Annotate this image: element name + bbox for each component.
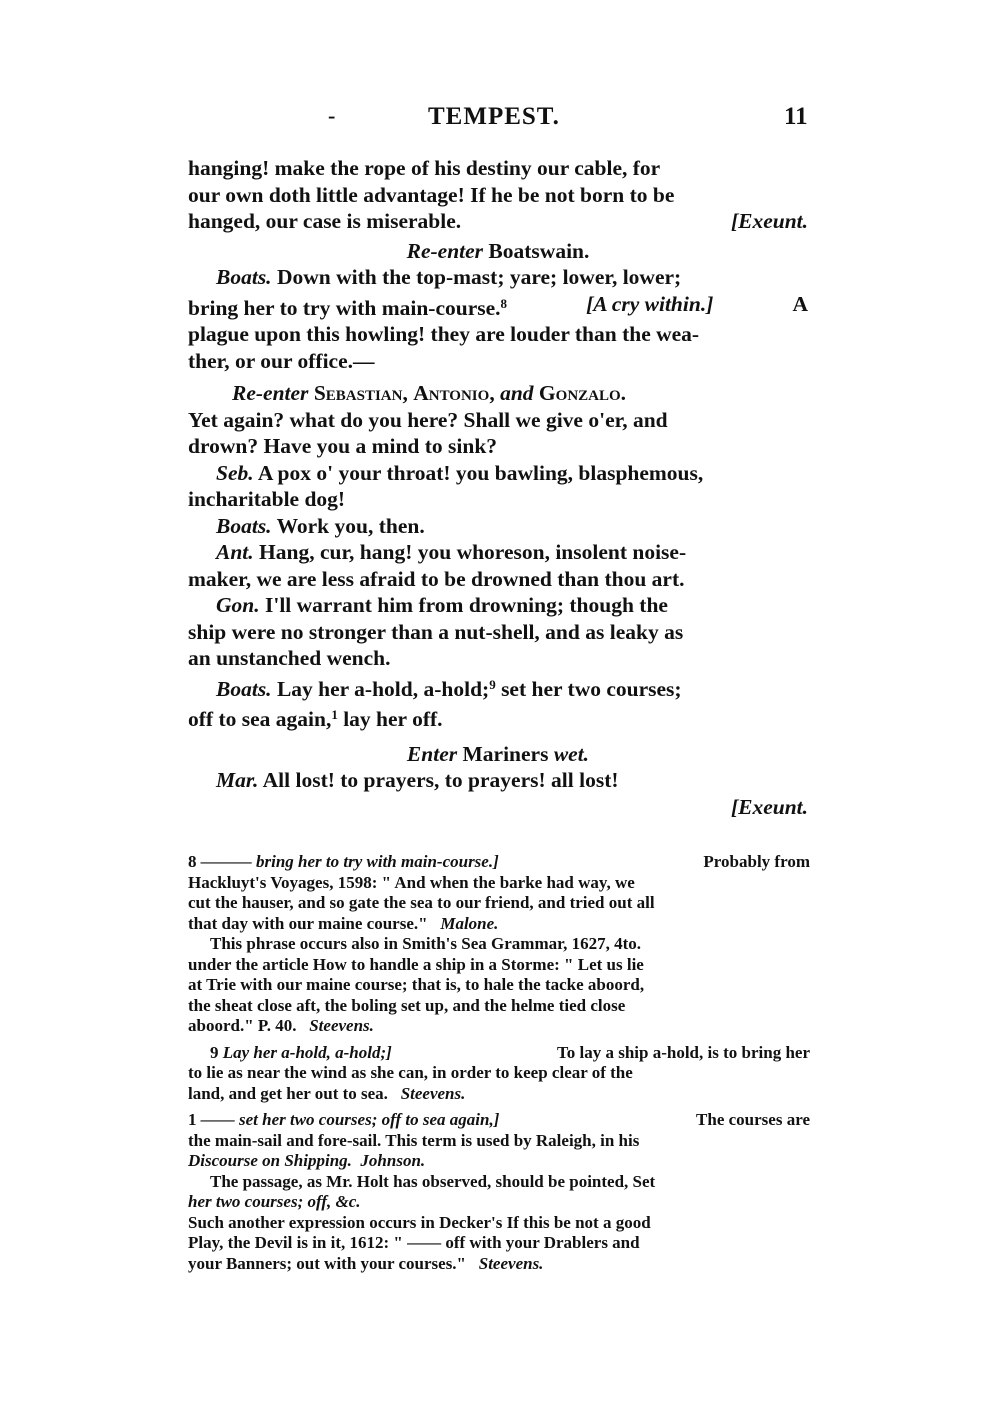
footnote-text: ——— bring her to try with main-course.] — [200, 852, 499, 871]
speech-text: Lay her a-hold, a-hold; — [276, 676, 490, 701]
sd-antonio: Antonio, — [413, 381, 495, 405]
footnote-text: The passage, as Mr. Holt has observed, should be pointed, Set — [210, 1171, 656, 1191]
speech-text: drown? Have you a mind to sink? — [188, 434, 498, 458]
footnote-text: cut the hauser, and so gate the sea to our friend, and tried out all — [188, 893, 655, 912]
footnote-line — [188, 955, 810, 976]
footnote-text: Lay her a-hold, a-hold;] — [222, 1042, 392, 1062]
speaker-boatswain: Boats. — [216, 265, 272, 289]
speech-text: maker, we are less afraid to be drowned than thou art. — [188, 566, 685, 591]
speech-text: off to sea again, — [188, 707, 332, 731]
footnote-line — [188, 975, 810, 996]
speech-text: lay her off. — [343, 707, 443, 731]
speech-line — [188, 767, 808, 794]
footnote-attribution: Steevens. — [478, 1253, 544, 1273]
footnote-text: Hackluyt's Voyages, 1598: " And when the barke had way, we — [188, 872, 635, 892]
footnote-text: Probably from — [703, 852, 810, 871]
footnote-attribution: Malone. — [440, 913, 499, 933]
note-ref: 1 — [331, 707, 338, 722]
footnote-line — [188, 1151, 810, 1172]
sd-sebastian: Sebastian, — [313, 381, 408, 405]
speech-text: I'll warrant him from drowning; though the — [264, 593, 668, 617]
footnote-line — [188, 1063, 810, 1084]
speaker-antonio: Ant. — [216, 540, 254, 564]
sd-mariners: Mariners — [462, 741, 549, 766]
stage-direction — [188, 794, 808, 821]
footnote-text: land, and get her out to sea. — [188, 1083, 388, 1103]
speech-line — [188, 539, 808, 566]
sd-gonzalo: Gonzalo. — [538, 381, 627, 405]
speech-text: set her two courses; — [501, 676, 682, 701]
footnote-line — [188, 1172, 810, 1193]
footnote-number: 1 — [188, 1110, 197, 1129]
speech-text: Yet again? what do you here? Shall we give o'er, and — [188, 407, 668, 432]
sd-wet: wet. — [553, 741, 590, 766]
speech-text: ship were no stronger than a nut-shell, and as leaky as — [188, 619, 684, 644]
text-span: hanging! make the rope of his destiny our cable, for — [188, 156, 661, 180]
footnote-attribution: Steevens. — [309, 1016, 374, 1035]
speaker-sebastian: Seb. — [216, 460, 254, 485]
speech-line — [188, 513, 808, 540]
speech-text: Hang, cur, hang! you whoreson, insolent noise- — [259, 540, 687, 564]
note-ref: 9 — [489, 676, 496, 692]
footnote-line — [188, 852, 810, 873]
note-ref: 8 — [500, 295, 508, 311]
sd-reenter: Re-enter — [406, 238, 484, 263]
footnote-text: Discourse on Shipping. — [188, 1151, 352, 1170]
speech-line — [188, 702, 808, 733]
footnote-text: The courses are — [696, 1110, 810, 1129]
speech-line — [188, 486, 808, 513]
footnote-line — [188, 1043, 810, 1064]
footnote-text: aboord." P. 40. — [188, 1016, 297, 1035]
speech-line — [188, 321, 808, 348]
speech-line — [188, 592, 808, 619]
footnote-line — [188, 1192, 810, 1213]
speaker-gonzalo: Gon. — [216, 593, 260, 617]
stage-direction-exeunt: [Exeunt. — [730, 209, 808, 233]
running-head — [0, 103, 1000, 139]
text-line — [188, 182, 808, 209]
footnote-line — [188, 873, 810, 894]
footnote-line — [188, 1233, 810, 1254]
speech-text: ther, or our office.— — [188, 348, 375, 373]
stage-direction-exeunt: [Exeunt. — [730, 794, 808, 819]
footnote-line — [188, 914, 810, 935]
speech-text: All lost! to prayers, to prayers! all lost! — [262, 768, 619, 792]
footnote-text: her two courses; off, &c. — [188, 1192, 361, 1211]
footnote-line — [188, 1254, 810, 1275]
footnote-line — [188, 1110, 810, 1131]
footnote-number: 8 — [188, 852, 197, 871]
text-line — [188, 155, 808, 182]
speech-text: A — [792, 291, 808, 316]
page-number: 11 — [784, 103, 808, 130]
footnote-text: Such another expression occurs in Decker's If this be not a good — [188, 1212, 651, 1232]
speech-text: plague upon this howling! they are louder than the wea- — [188, 322, 700, 346]
footnote-text: at Trie with our maine course; that is, to hale the tacke aboord, — [188, 975, 645, 994]
footnote-attribution: Steevens. — [400, 1083, 466, 1103]
speaker-boatswain: Boats. — [216, 513, 272, 538]
footnote-text: to lie as near the wind as she can, in order to keep clear of the — [188, 1063, 633, 1082]
footnote-text: your Banners; out with your courses." — [188, 1253, 466, 1273]
footnote-text: —— set her two courses; off to sea again,] — [200, 1110, 500, 1129]
footnote-attribution: Johnson. — [360, 1151, 426, 1170]
play-text — [188, 155, 808, 820]
footnote-line — [188, 934, 810, 955]
footnote-line — [188, 1084, 810, 1105]
sd-reenter: Re-enter — [232, 381, 309, 405]
speech-text: A pox o' your throat! you bawling, blasphemous, — [257, 460, 704, 485]
footnote-line — [188, 1213, 810, 1234]
footnote-line — [188, 1016, 810, 1037]
speech-text: Work you, then. — [276, 513, 425, 538]
speech-line — [188, 291, 808, 322]
running-head-dash: - — [328, 103, 336, 128]
speech-line — [188, 645, 808, 672]
speech-line — [188, 672, 808, 703]
text-span: our own doth little advantage! If he be not born to be — [188, 182, 675, 207]
stage-direction-cry: [A cry within.] — [586, 291, 714, 316]
footnote-text: Play, the Devil is in it, 1612: " —— off with your Drablers and — [188, 1233, 640, 1252]
footnote-line — [188, 1131, 810, 1152]
text-span: hanged, our case is miserable. — [188, 209, 462, 233]
speech-text: an unstanched wench. — [188, 646, 391, 670]
footnote-text: that day with our maine course." — [188, 913, 428, 933]
speech-line — [188, 460, 808, 487]
speaker-boatswain: Boats. — [216, 676, 272, 701]
speech-line — [188, 619, 808, 646]
footnote-text: To lay a ship a-hold, is to bring her — [556, 1042, 810, 1062]
footnote-text: under the article How to handle a ship in a Storme: " Let us lie — [188, 954, 644, 974]
speech-text: bring her to try with main-course. — [188, 295, 501, 320]
sd-and: and — [500, 381, 534, 405]
footnote-line — [188, 996, 810, 1017]
sd-enter: Enter — [406, 741, 458, 766]
speech-line — [188, 407, 808, 434]
footnotes — [188, 852, 810, 1274]
footnote-text: the sheat close aft, the boling set up, and the helme tied close — [188, 995, 626, 1015]
stage-direction — [188, 238, 808, 265]
speech-line — [188, 264, 808, 291]
footnote-text: This phrase occurs also in Smith's Sea Grammar, 1627, 4to. — [210, 934, 642, 953]
speech-text: incharitable dog! — [188, 487, 346, 511]
speech-text: Down with the top-mast; yare; lower, lower; — [276, 265, 682, 289]
speech-line — [188, 433, 808, 460]
text-line — [188, 208, 808, 235]
footnote-line — [188, 893, 810, 914]
stage-direction — [188, 741, 808, 768]
footnote-text: the main-sail and fore-sail. This term is used by Raleigh, in his — [188, 1130, 640, 1150]
speech-line — [188, 566, 808, 593]
speaker-mariner: Mar. — [216, 768, 259, 792]
footnote-number: 9 — [210, 1042, 219, 1062]
sd-boatswain: Boatswain. — [488, 238, 590, 263]
running-head-title: TEMPEST. — [428, 103, 560, 130]
speech-line — [188, 348, 808, 375]
stage-direction — [188, 380, 808, 407]
